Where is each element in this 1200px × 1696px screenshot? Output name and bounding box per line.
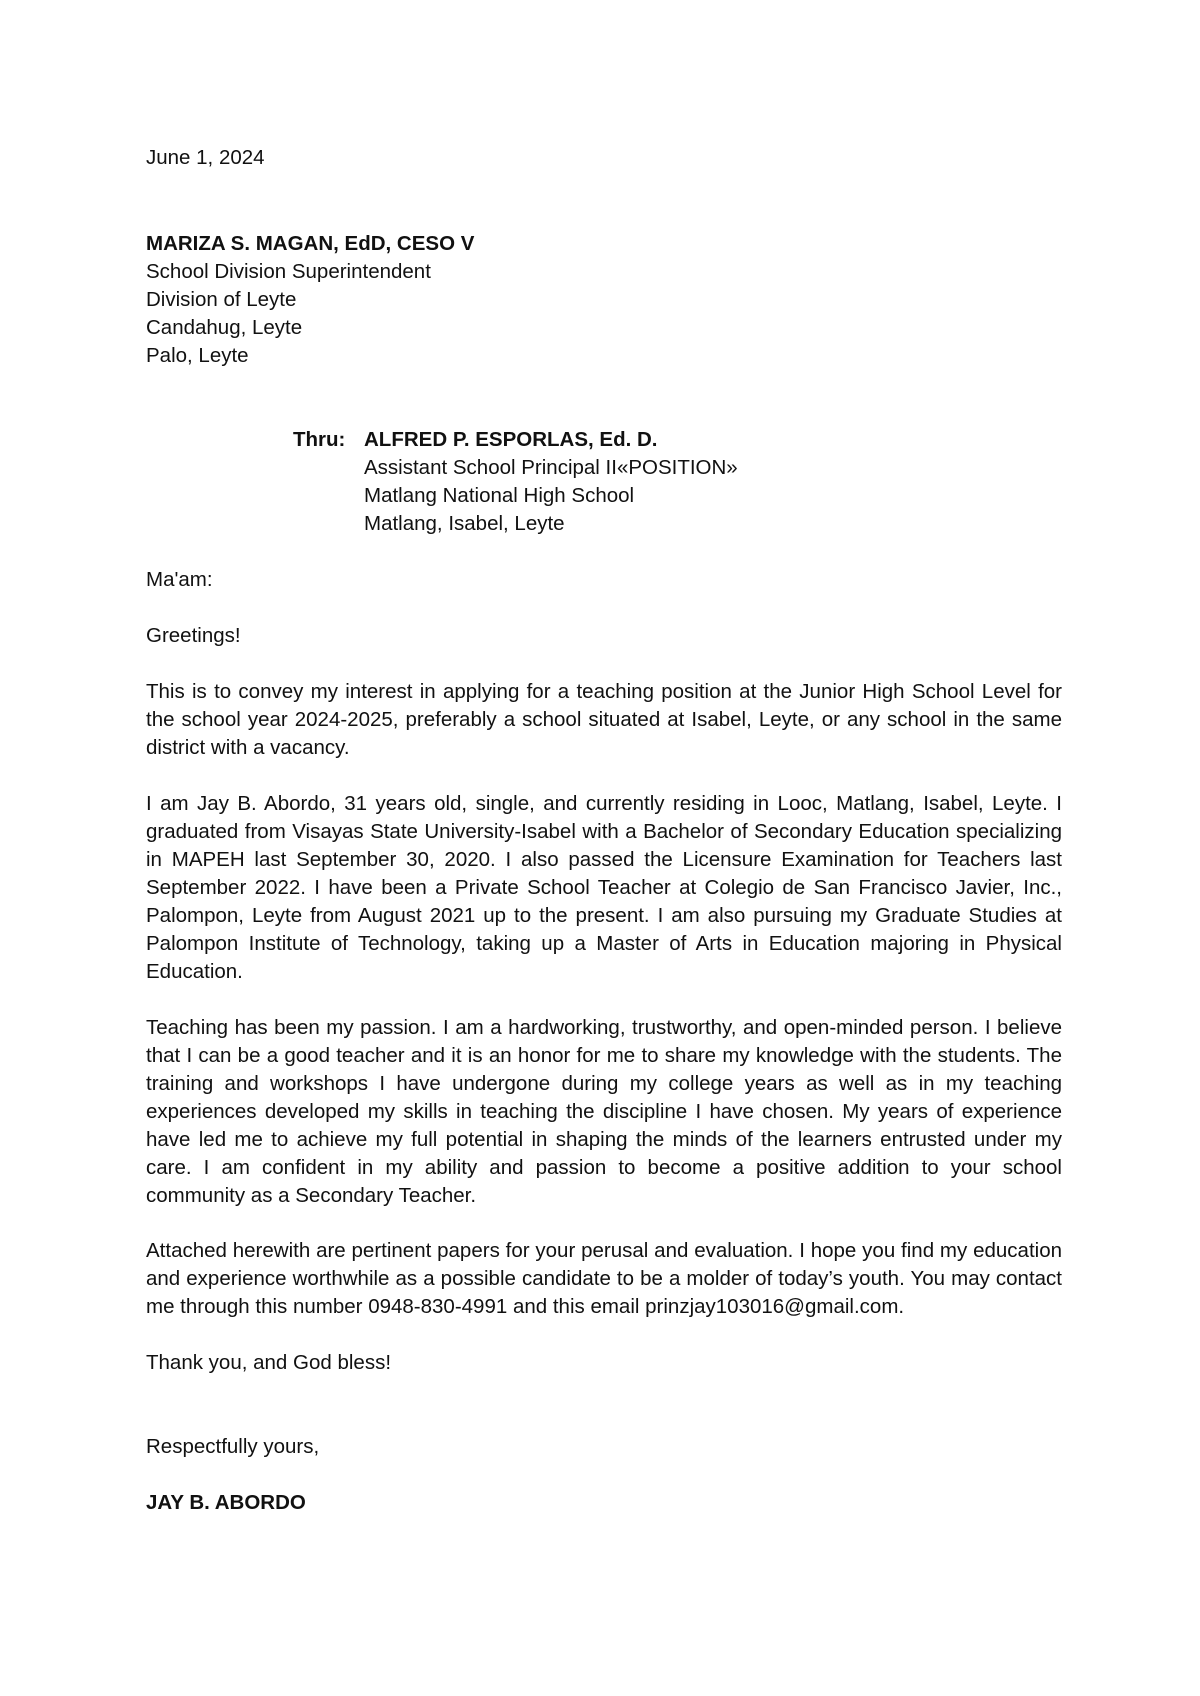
signature-name: JAY B. ABORDO [146,1491,306,1514]
addressee-address-line-1: Candahug, Leyte [146,316,303,339]
thru-block [146,426,1062,538]
addressee-address-line-2: Palo, Leyte [146,344,249,367]
letter-date: June 1, 2024 [146,146,265,169]
greeting: Greetings! [146,624,241,647]
thru-details [364,426,738,538]
closing-line: Respectfully yours, [146,1435,320,1458]
addressee-block [146,230,1062,370]
thru-position: Assistant School Principal II«POSITION» [364,456,738,479]
addressee-name: MARIZA S. MAGAN, EdD, CESO V [146,232,475,255]
salutation: Ma'am: [146,568,213,591]
letter-body [146,144,1062,1517]
thanks-line: Thank you, and God bless! [146,1351,392,1374]
addressee-title: School Division Superintendent [146,260,431,283]
thru-name: ALFRED P. ESPORLAS, Ed. D. [364,428,658,451]
thru-label: Thru: [293,428,346,451]
addressee-division: Division of Leyte [146,288,297,311]
paragraph-passion: Teaching has been my passion. I am a hardworking, trustworthy, and open-minded person. I believe that I can be a good teacher and it is an honor for me to share my knowledge with the students. The training and workshops I have undergone during my college years as well as in my teaching experiences developed my skills in teaching the discipline I have chosen. My years of experience have led me to achieve my full potential in shaping the minds of the learners entrusted under my care. I am confident in my ability and passion to become a positive addition to your school community as a Secondary Teacher. [146,1016,1062,1207]
paragraph-intent: This is to convey my interest in applying for a teaching position at the Junior High School Level for the school year 2024-2025, preferably a school situated at Isabel, Leyte, or any school in the same district with a vacancy. [146,680,1062,759]
thru-school: Matlang National High School [364,484,635,507]
paragraph-contact: Attached herewith are pertinent papers for your perusal and evaluation. I hope you find my education and experience worthwhile as a possible candidate to be a molder of today’s youth. You may contact me through this number 0948-830-4991 and this email prinzjay103016@gmail.com. [146,1239,1062,1318]
thru-address: Matlang, Isabel, Leyte [364,512,565,535]
paragraph-background: I am Jay B. Abordo, 31 years old, single, and currently residing in Looc, Matlang, Isabel, Leyte. I graduated from Visayas State University-Isabel with a Bachelor of Secondary Education specializing in MAPEH last September 30, 2020. I also passed the Licensure Examination for Teachers last September 2022. I have been a Private School Teacher at Colegio de San Francisco Javier, Inc., Palompon, Leyte from August 2021 up to the present. I am also pursuing my Graduate Studies at Palompon Institute of Technology, taking up a Master of Arts in Education majoring in Physical Education. [146,792,1062,983]
